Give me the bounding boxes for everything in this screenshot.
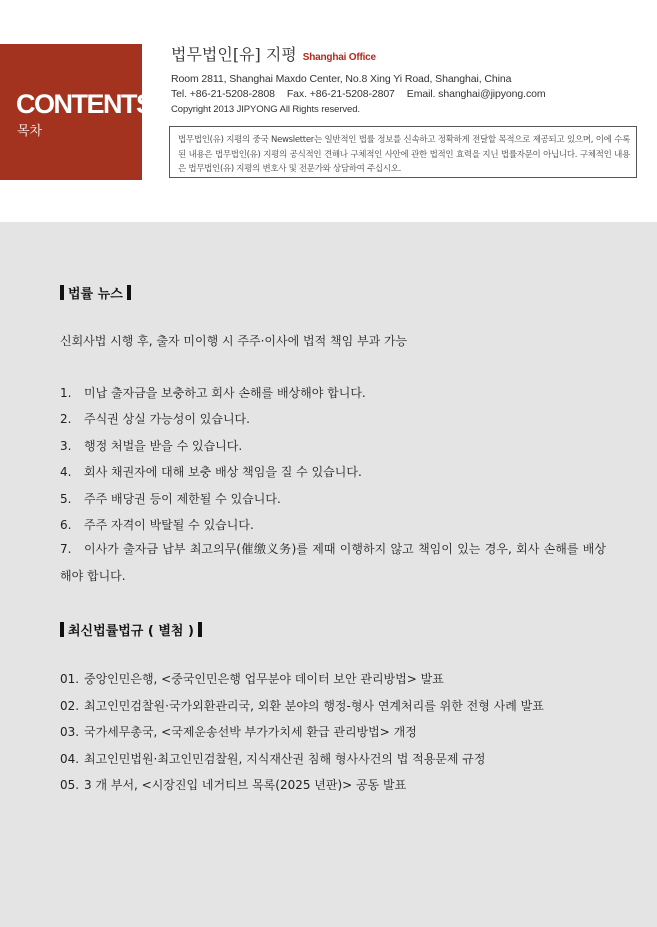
contents-title: CONTENTS bbox=[16, 89, 153, 119]
office-name: Shanghai Office bbox=[302, 52, 376, 63]
news-item bbox=[60, 516, 254, 533]
item-number: 01. bbox=[60, 672, 80, 686]
heading-bar-right bbox=[127, 285, 131, 300]
law-item bbox=[60, 670, 444, 687]
laws-heading bbox=[60, 620, 202, 638]
item-number: 6. bbox=[60, 518, 72, 532]
news-item bbox=[60, 490, 281, 507]
fax: Fax. +86-21-5208-2807 bbox=[286, 88, 395, 100]
item-number: 02. bbox=[60, 699, 80, 713]
item-number: 7. bbox=[60, 542, 72, 556]
contact-line bbox=[171, 88, 558, 101]
item-text: 최고인민검찰원·국가외환관리국, 외환 분야의 행정-형사 연계처리를 위한 전형 사례 발표 bbox=[84, 699, 544, 713]
law-item bbox=[60, 776, 406, 793]
laws-heading-text: 최신법률법규 ( 별첨 ) bbox=[68, 623, 194, 639]
item-number: 3. bbox=[60, 439, 72, 453]
news-item bbox=[60, 536, 606, 590]
news-item bbox=[60, 384, 366, 401]
law-item bbox=[60, 697, 544, 714]
copyright: Copyright 2013 JIPYONG All Rights reserved. bbox=[171, 104, 360, 115]
item-text: 최고인민법원·최고인민검찰원, 지식재산권 침해 형사사건의 법 적용문제 규정 bbox=[84, 752, 486, 766]
news-heading bbox=[60, 283, 131, 301]
item-number: 5. bbox=[60, 492, 72, 506]
item-number: 2. bbox=[60, 412, 72, 426]
disclaimer-box: 법무법인(유) 지평의 중국 Newsletter는 일반적인 법률 정보를 신속하고 정확하게 전달할 목적으로 제공되고 있으며, 이에 수록된 내용은 법무법인(유) 지평의 공식적인 견해나 구체적인 사안에 관한 법적인 효력을 지닌 법률자문이 아닙니다. 구체적인 내용은 법무법인(유) 지평의 변호사 및 전문가와 상담하여 주십시오. bbox=[169, 126, 637, 178]
tel: Tel. +86-21-5208-2808 bbox=[171, 88, 275, 100]
item-number: 04. bbox=[60, 752, 80, 766]
news-intro: 신회사법 시행 후, 출자 미이행 시 주주·이사에 법적 책임 부과 가능 bbox=[60, 334, 408, 348]
item-number: 4. bbox=[60, 465, 72, 479]
item-text: 주주 배당권 등이 제한될 수 있습니다. bbox=[84, 492, 281, 506]
item-text: 주식권 상실 가능성이 있습니다. bbox=[84, 412, 250, 426]
address: Room 2811, Shanghai Maxdo Center, No.8 Xing Yi Road, Shanghai, China bbox=[171, 73, 512, 85]
firm-name-line bbox=[171, 42, 376, 65]
item-text: 미납 출자금을 보충하고 회사 손해를 배상해야 합니다. bbox=[84, 386, 366, 400]
item-text: 주주 자격이 박탈될 수 있습니다. bbox=[84, 518, 254, 532]
law-item bbox=[60, 750, 485, 767]
heading-bar-left bbox=[60, 622, 64, 637]
item-text: 회사 채권자에 대해 보충 배상 책임을 질 수 있습니다. bbox=[84, 465, 362, 479]
law-item bbox=[60, 723, 417, 740]
heading-bar-right bbox=[198, 622, 202, 637]
item-number: 03. bbox=[60, 725, 80, 739]
item-text: 행정 처벌을 받을 수 있습니다. bbox=[84, 439, 243, 453]
news-item bbox=[60, 410, 250, 427]
heading-bar-left bbox=[60, 285, 64, 300]
firm-name: 법무법인[유] 지평 bbox=[171, 45, 297, 64]
contents-subtitle: 목차 bbox=[17, 124, 43, 139]
news-heading-text: 법률 뉴스 bbox=[68, 286, 123, 302]
item-number: 1. bbox=[60, 386, 72, 400]
item-number: 05. bbox=[60, 778, 80, 792]
page-header bbox=[0, 0, 657, 222]
contents-banner bbox=[0, 44, 153, 180]
email: Email. shanghai@jipyong.com bbox=[406, 88, 546, 100]
item-text: 중앙인민은행, <중국인민은행 업무분야 데이터 보안 관리방법> 발표 bbox=[84, 672, 444, 686]
item-text: 3 개 부서, <시장진입 네거티브 목록(2025 년판)> 공동 발표 bbox=[84, 778, 407, 792]
news-item bbox=[60, 437, 242, 454]
item-text: 국가세무총국, <국제운송선박 부가가치세 환급 관리방법> 개정 bbox=[84, 725, 417, 739]
item-text: 이사가 출자금 납부 최고의무(催缴义务)를 제때 이행하지 않고 책임이 있는 경우, 회사 손해를 배상해야 합니다. bbox=[60, 542, 606, 583]
news-item bbox=[60, 463, 362, 480]
